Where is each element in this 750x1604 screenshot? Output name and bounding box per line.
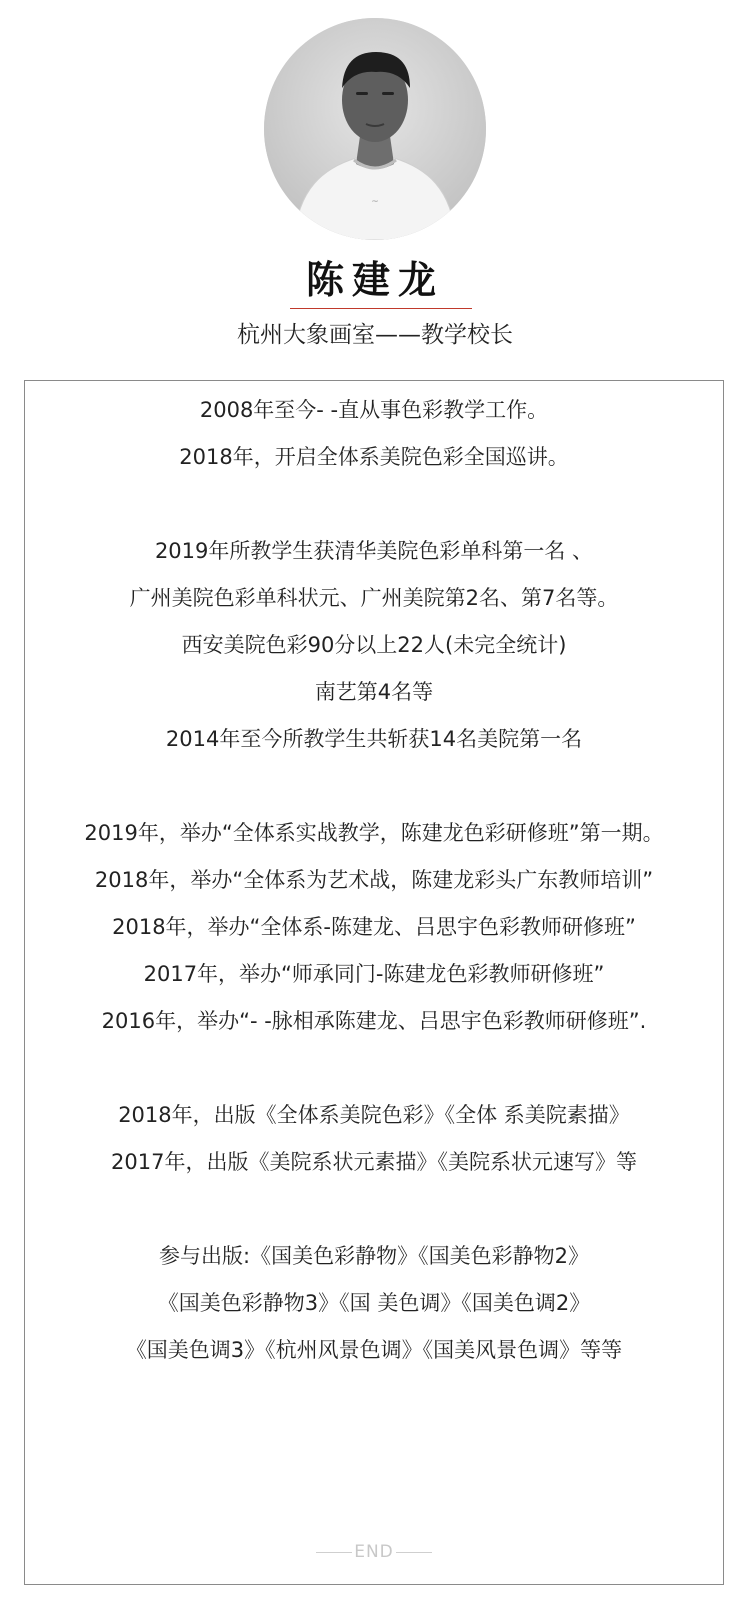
bio-line: 2017年，出版《美院系状元素描》《美院系状元速写》等: [111, 1150, 637, 1174]
bio-line: 2018年，出版《全体系美院色彩》《全体 系美院素描》: [118, 1103, 630, 1127]
end-dash-right: [396, 1552, 432, 1553]
avatar: [264, 18, 486, 240]
bio-line: 2018年，举办“全体系-陈建龙、吕思宇色彩教师研修班”: [112, 915, 636, 939]
bio-panel: [24, 380, 724, 1585]
bio-line: 参与出版:《国美色彩静物》《国美色彩静物2》: [159, 1244, 589, 1268]
bio-line: 2019年，举办“全体系实战教学，陈建龙色彩研修班”第一期。: [84, 821, 664, 845]
bio-line: 2014年至今所教学生共斩获14名美院第一名: [165, 727, 583, 751]
bio-line: 2018年，举办“全体系为艺术战，陈建龙彩头广东教师培训”: [94, 868, 654, 892]
name-underline: [290, 308, 472, 309]
end-marker: [25, 1542, 723, 1562]
person-title: 杭州大象画室——教学校长: [237, 322, 513, 348]
bio-line: 2018年，开启全体系美院色彩全国巡讲。: [179, 445, 569, 469]
end-label: END: [354, 1542, 394, 1562]
svg-text:~: ~: [371, 197, 379, 207]
bio-spacer: [25, 763, 723, 810]
bio-line: 西安美院色彩90分以上22人(未完全统计): [181, 633, 567, 657]
bio-line: 2017年，举办“师承同门-陈建龙色彩教师研修班”: [143, 962, 605, 986]
bio-line: 2016年，举办“- -脉相承陈建龙、吕思宇色彩教师研修班”.: [101, 1009, 647, 1033]
bio-line: 广州美院色彩单科状元、广州美院第2名、第7名等。: [129, 586, 619, 610]
bio-spacer: [25, 1045, 723, 1092]
person-name: 陈建龙: [305, 258, 444, 302]
bio-line: 2008年至今- -直从事色彩教学工作。: [199, 398, 549, 422]
bio-line: 南艺第4名等: [314, 680, 434, 704]
bio-spacer: [25, 1186, 723, 1233]
bio-line: 《国美色调3》《杭州风景色调》《国美风景色调》等等: [125, 1338, 623, 1362]
bio-line: 2019年所教学生获清华美院色彩单科第一名 、: [154, 539, 594, 563]
portrait-photo-icon: [264, 18, 486, 240]
end-dash-left: [316, 1552, 352, 1553]
bio-list: [25, 387, 723, 1374]
bio-spacer: [25, 481, 723, 528]
bio-line: 《国美色彩静物3》《国 美色调》《国美色调2》: [157, 1291, 591, 1315]
